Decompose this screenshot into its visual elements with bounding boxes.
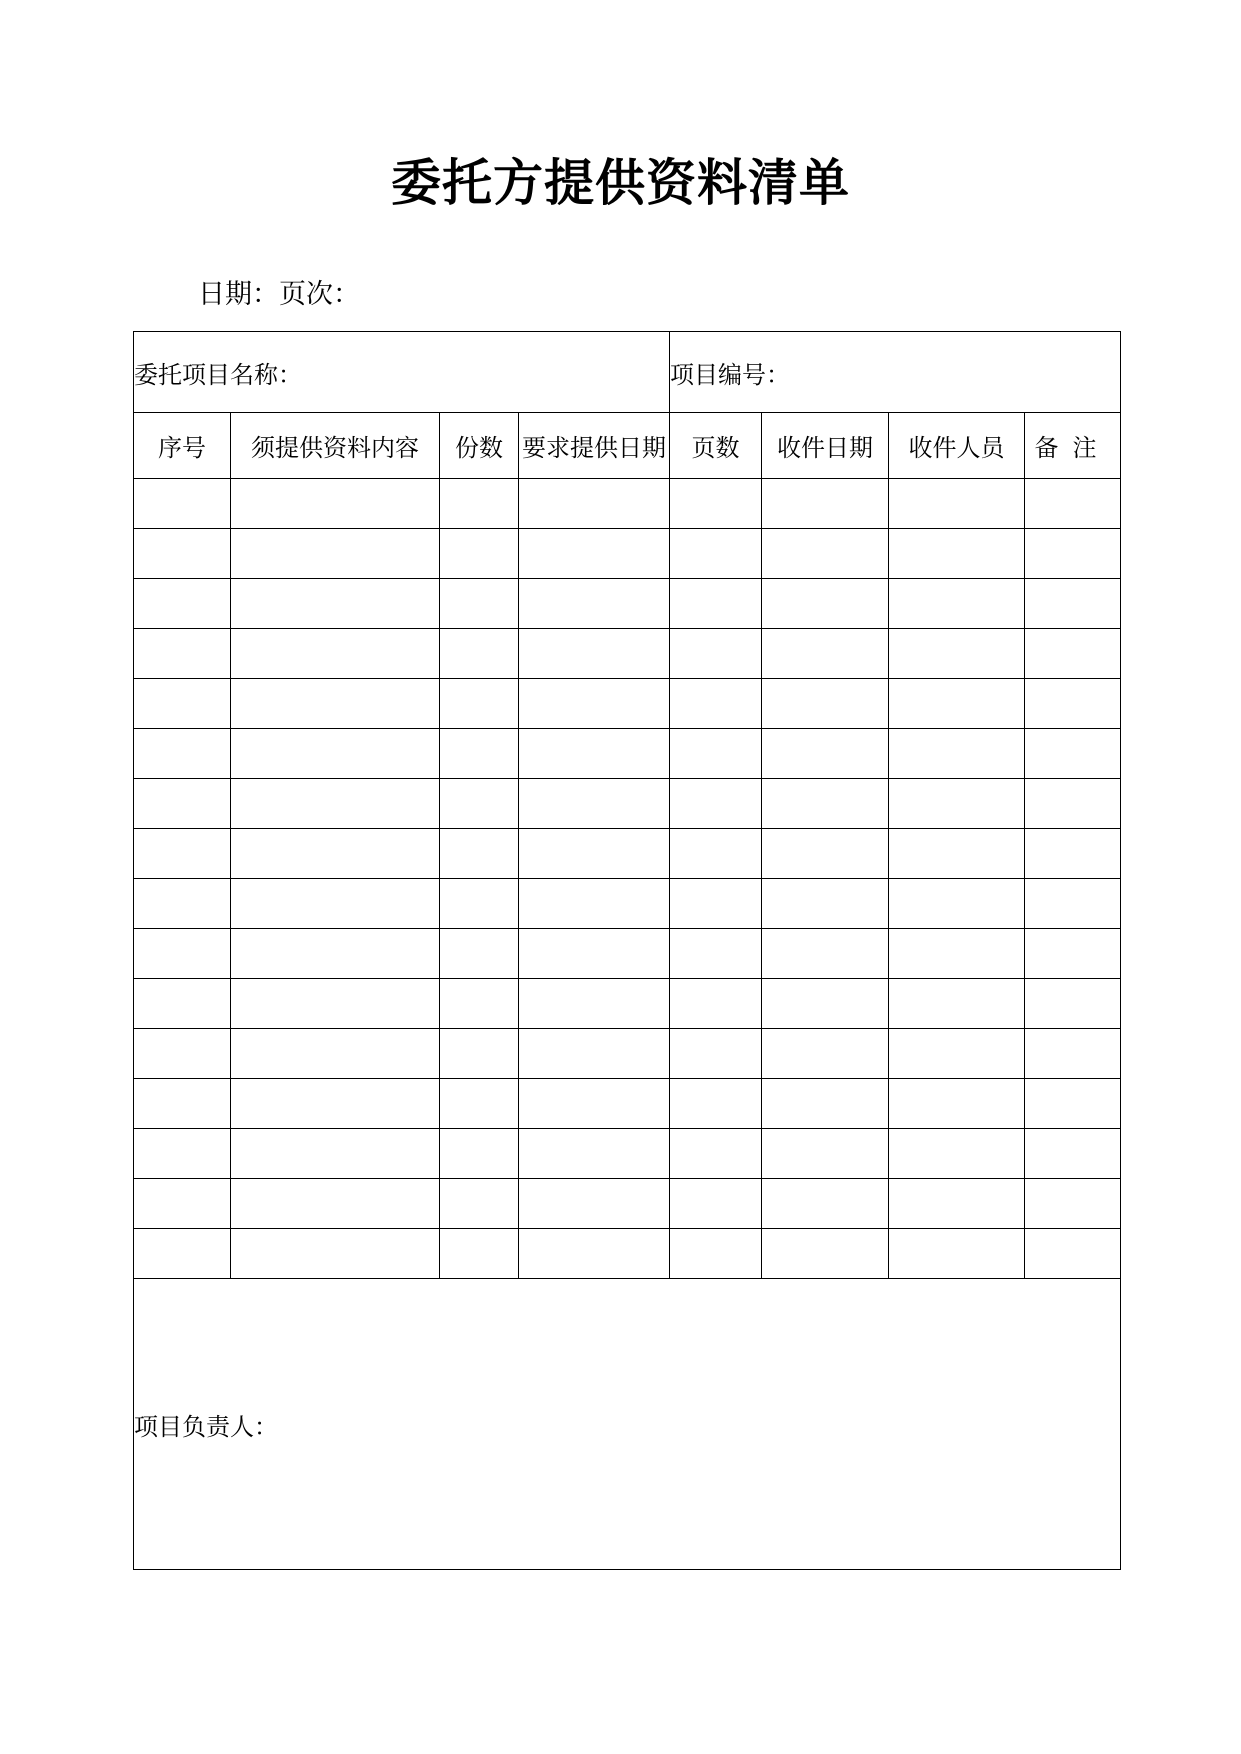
table-row (134, 929, 1121, 979)
cell-receiver[interactable] (889, 929, 1025, 979)
cell-required-date[interactable] (519, 1029, 670, 1079)
cell-copies[interactable] (440, 479, 519, 529)
cell-content[interactable] (231, 529, 440, 579)
cell-received-date[interactable] (762, 529, 889, 579)
cell-remarks[interactable] (1025, 479, 1121, 529)
cell-index[interactable] (134, 1029, 231, 1079)
cell-received-date[interactable] (762, 979, 889, 1029)
cell-required-date[interactable] (519, 679, 670, 729)
cell-remarks[interactable] (1025, 529, 1121, 579)
column-header-remarks: 备注 (1025, 413, 1121, 479)
cell-remarks[interactable] (1025, 679, 1121, 729)
cell-copies[interactable] (440, 679, 519, 729)
cell-index[interactable] (134, 879, 231, 929)
cell-pages[interactable] (670, 979, 762, 1029)
cell-pages[interactable] (670, 579, 762, 629)
cell-receiver[interactable] (889, 1129, 1025, 1179)
table-row (134, 729, 1121, 779)
cell-copies[interactable] (440, 1079, 519, 1129)
cell-copies[interactable] (440, 879, 519, 929)
cell-content[interactable] (231, 1079, 440, 1129)
cell-required-date[interactable] (519, 929, 670, 979)
cell-required-date[interactable] (519, 829, 670, 879)
cell-index[interactable] (134, 929, 231, 979)
table-row (134, 1079, 1121, 1129)
project-lead-label: 项目负责人： (134, 1412, 278, 1441)
table-row (134, 1029, 1121, 1079)
cell-index[interactable] (134, 1079, 231, 1129)
cell-received-date[interactable] (762, 479, 889, 529)
project-number-label: 项目编号： (670, 360, 790, 389)
cell-pages[interactable] (670, 1079, 762, 1129)
table-row (134, 629, 1121, 679)
cell-received-date[interactable] (762, 1029, 889, 1079)
table-row (134, 829, 1121, 879)
cell-copies[interactable] (440, 829, 519, 879)
table-row (134, 579, 1121, 629)
cell-required-date[interactable] (519, 579, 670, 629)
cell-receiver[interactable] (889, 679, 1025, 729)
cell-receiver[interactable] (889, 729, 1025, 779)
cell-content[interactable] (231, 629, 440, 679)
cell-content[interactable] (231, 1229, 440, 1279)
table-row (134, 779, 1121, 829)
cell-copies[interactable] (440, 1129, 519, 1179)
cell-remarks[interactable] (1025, 879, 1121, 929)
cell-copies[interactable] (440, 529, 519, 579)
cell-receiver[interactable] (889, 479, 1025, 529)
cell-received-date[interactable] (762, 1079, 889, 1129)
cell-pages[interactable] (670, 1179, 762, 1229)
cell-copies[interactable] (440, 929, 519, 979)
cell-index[interactable] (134, 629, 231, 679)
cell-required-date[interactable] (519, 979, 670, 1029)
cell-copies[interactable] (440, 1179, 519, 1229)
cell-remarks[interactable] (1025, 1179, 1121, 1229)
cell-remarks[interactable] (1025, 1029, 1121, 1079)
table-row (134, 1129, 1121, 1179)
table-row (134, 879, 1121, 929)
cell-received-date[interactable] (762, 579, 889, 629)
cell-receiver[interactable] (889, 529, 1025, 579)
cell-pages[interactable] (670, 929, 762, 979)
cell-copies[interactable] (440, 629, 519, 679)
project-number-cell[interactable] (670, 332, 1121, 413)
cell-index[interactable] (134, 679, 231, 729)
cell-receiver[interactable] (889, 779, 1025, 829)
cell-content[interactable] (231, 1129, 440, 1179)
cell-receiver[interactable] (889, 879, 1025, 929)
cell-pages[interactable] (670, 529, 762, 579)
cell-remarks[interactable] (1025, 1129, 1121, 1179)
cell-content[interactable] (231, 879, 440, 929)
table-row (134, 479, 1121, 529)
column-header-pages: 页数 (670, 413, 762, 479)
project-lead-cell[interactable] (134, 1279, 1121, 1570)
cell-content[interactable] (231, 829, 440, 879)
cell-required-date[interactable] (519, 779, 670, 829)
cell-required-date[interactable] (519, 1229, 670, 1279)
cell-content[interactable] (231, 679, 440, 729)
column-header-index: 序号 (134, 413, 231, 479)
cell-remarks[interactable] (1025, 579, 1121, 629)
cell-pages[interactable] (670, 879, 762, 929)
cell-pages[interactable] (670, 1129, 762, 1179)
cell-received-date[interactable] (762, 629, 889, 679)
cell-content[interactable] (231, 779, 440, 829)
cell-content[interactable] (231, 729, 440, 779)
cell-received-date[interactable] (762, 1129, 889, 1179)
cell-received-date[interactable] (762, 829, 889, 879)
cell-pages[interactable] (670, 829, 762, 879)
cell-receiver[interactable] (889, 1229, 1025, 1279)
cell-copies[interactable] (440, 979, 519, 1029)
column-header-copies: 份数 (440, 413, 519, 479)
column-header-received-date: 收件日期 (762, 413, 889, 479)
cell-receiver[interactable] (889, 1179, 1025, 1229)
cell-pages[interactable] (670, 679, 762, 729)
cell-required-date[interactable] (519, 479, 670, 529)
cell-index[interactable] (134, 579, 231, 629)
cell-pages[interactable] (670, 779, 762, 829)
project-name-label: 委托项目名称： (134, 360, 302, 389)
cell-pages[interactable] (670, 1029, 762, 1079)
cell-copies[interactable] (440, 1029, 519, 1079)
cell-index[interactable] (134, 829, 231, 879)
cell-remarks[interactable] (1025, 729, 1121, 779)
column-header-required-date: 要求提供日期 (519, 413, 670, 479)
cell-remarks[interactable] (1025, 829, 1121, 879)
column-header-row (134, 413, 1121, 479)
project-lead-row (134, 1279, 1121, 1570)
cell-index[interactable] (134, 729, 231, 779)
cell-pages[interactable] (670, 729, 762, 779)
materials-checklist-table (133, 331, 1121, 1570)
cell-index[interactable] (134, 979, 231, 1029)
cell-received-date[interactable] (762, 879, 889, 929)
cell-copies[interactable] (440, 579, 519, 629)
cell-received-date[interactable] (762, 679, 889, 729)
cell-remarks[interactable] (1025, 629, 1121, 679)
cell-index[interactable] (134, 1129, 231, 1179)
cell-index[interactable] (134, 529, 231, 579)
cell-receiver[interactable] (889, 629, 1025, 679)
cell-copies[interactable] (440, 1229, 519, 1279)
table-row (134, 529, 1121, 579)
cell-content[interactable] (231, 1179, 440, 1229)
date-page-line: 日期：页次： (198, 279, 360, 310)
cell-remarks[interactable] (1025, 929, 1121, 979)
cell-receiver[interactable] (889, 979, 1025, 1029)
table-row (134, 1229, 1121, 1279)
cell-received-date[interactable] (762, 929, 889, 979)
cell-index[interactable] (134, 1229, 231, 1279)
column-header-receiver: 收件人员 (889, 413, 1025, 479)
cell-index[interactable] (134, 779, 231, 829)
cell-receiver[interactable] (889, 829, 1025, 879)
cell-pages[interactable] (670, 629, 762, 679)
cell-required-date[interactable] (519, 1179, 670, 1229)
cell-remarks[interactable] (1025, 1229, 1121, 1279)
cell-index[interactable] (134, 479, 231, 529)
project-info-row (134, 332, 1121, 413)
cell-receiver[interactable] (889, 1029, 1025, 1079)
cell-received-date[interactable] (762, 1229, 889, 1279)
cell-index[interactable] (134, 1179, 231, 1229)
cell-received-date[interactable] (762, 1179, 889, 1229)
table-row (134, 1179, 1121, 1229)
cell-content[interactable] (231, 979, 440, 1029)
cell-remarks[interactable] (1025, 779, 1121, 829)
cell-required-date[interactable] (519, 879, 670, 929)
cell-remarks[interactable] (1025, 979, 1121, 1029)
table-row (134, 979, 1121, 1029)
cell-required-date[interactable] (519, 629, 670, 679)
cell-required-date[interactable] (519, 1129, 670, 1179)
cell-content[interactable] (231, 929, 440, 979)
cell-required-date[interactable] (519, 1079, 670, 1129)
cell-copies[interactable] (440, 779, 519, 829)
cell-pages[interactable] (670, 479, 762, 529)
cell-receiver[interactable] (889, 1079, 1025, 1129)
cell-content[interactable] (231, 1029, 440, 1079)
page-title: 委托方提供资料清单 (391, 154, 850, 212)
cell-content[interactable] (231, 479, 440, 529)
column-header-content: 须提供资料内容 (231, 413, 440, 479)
cell-required-date[interactable] (519, 729, 670, 779)
cell-pages[interactable] (670, 1229, 762, 1279)
cell-content[interactable] (231, 579, 440, 629)
cell-receiver[interactable] (889, 579, 1025, 629)
cell-remarks[interactable] (1025, 1079, 1121, 1129)
cell-copies[interactable] (440, 729, 519, 779)
project-name-cell[interactable] (134, 332, 670, 413)
cell-required-date[interactable] (519, 529, 670, 579)
table-row (134, 679, 1121, 729)
cell-received-date[interactable] (762, 779, 889, 829)
cell-received-date[interactable] (762, 729, 889, 779)
